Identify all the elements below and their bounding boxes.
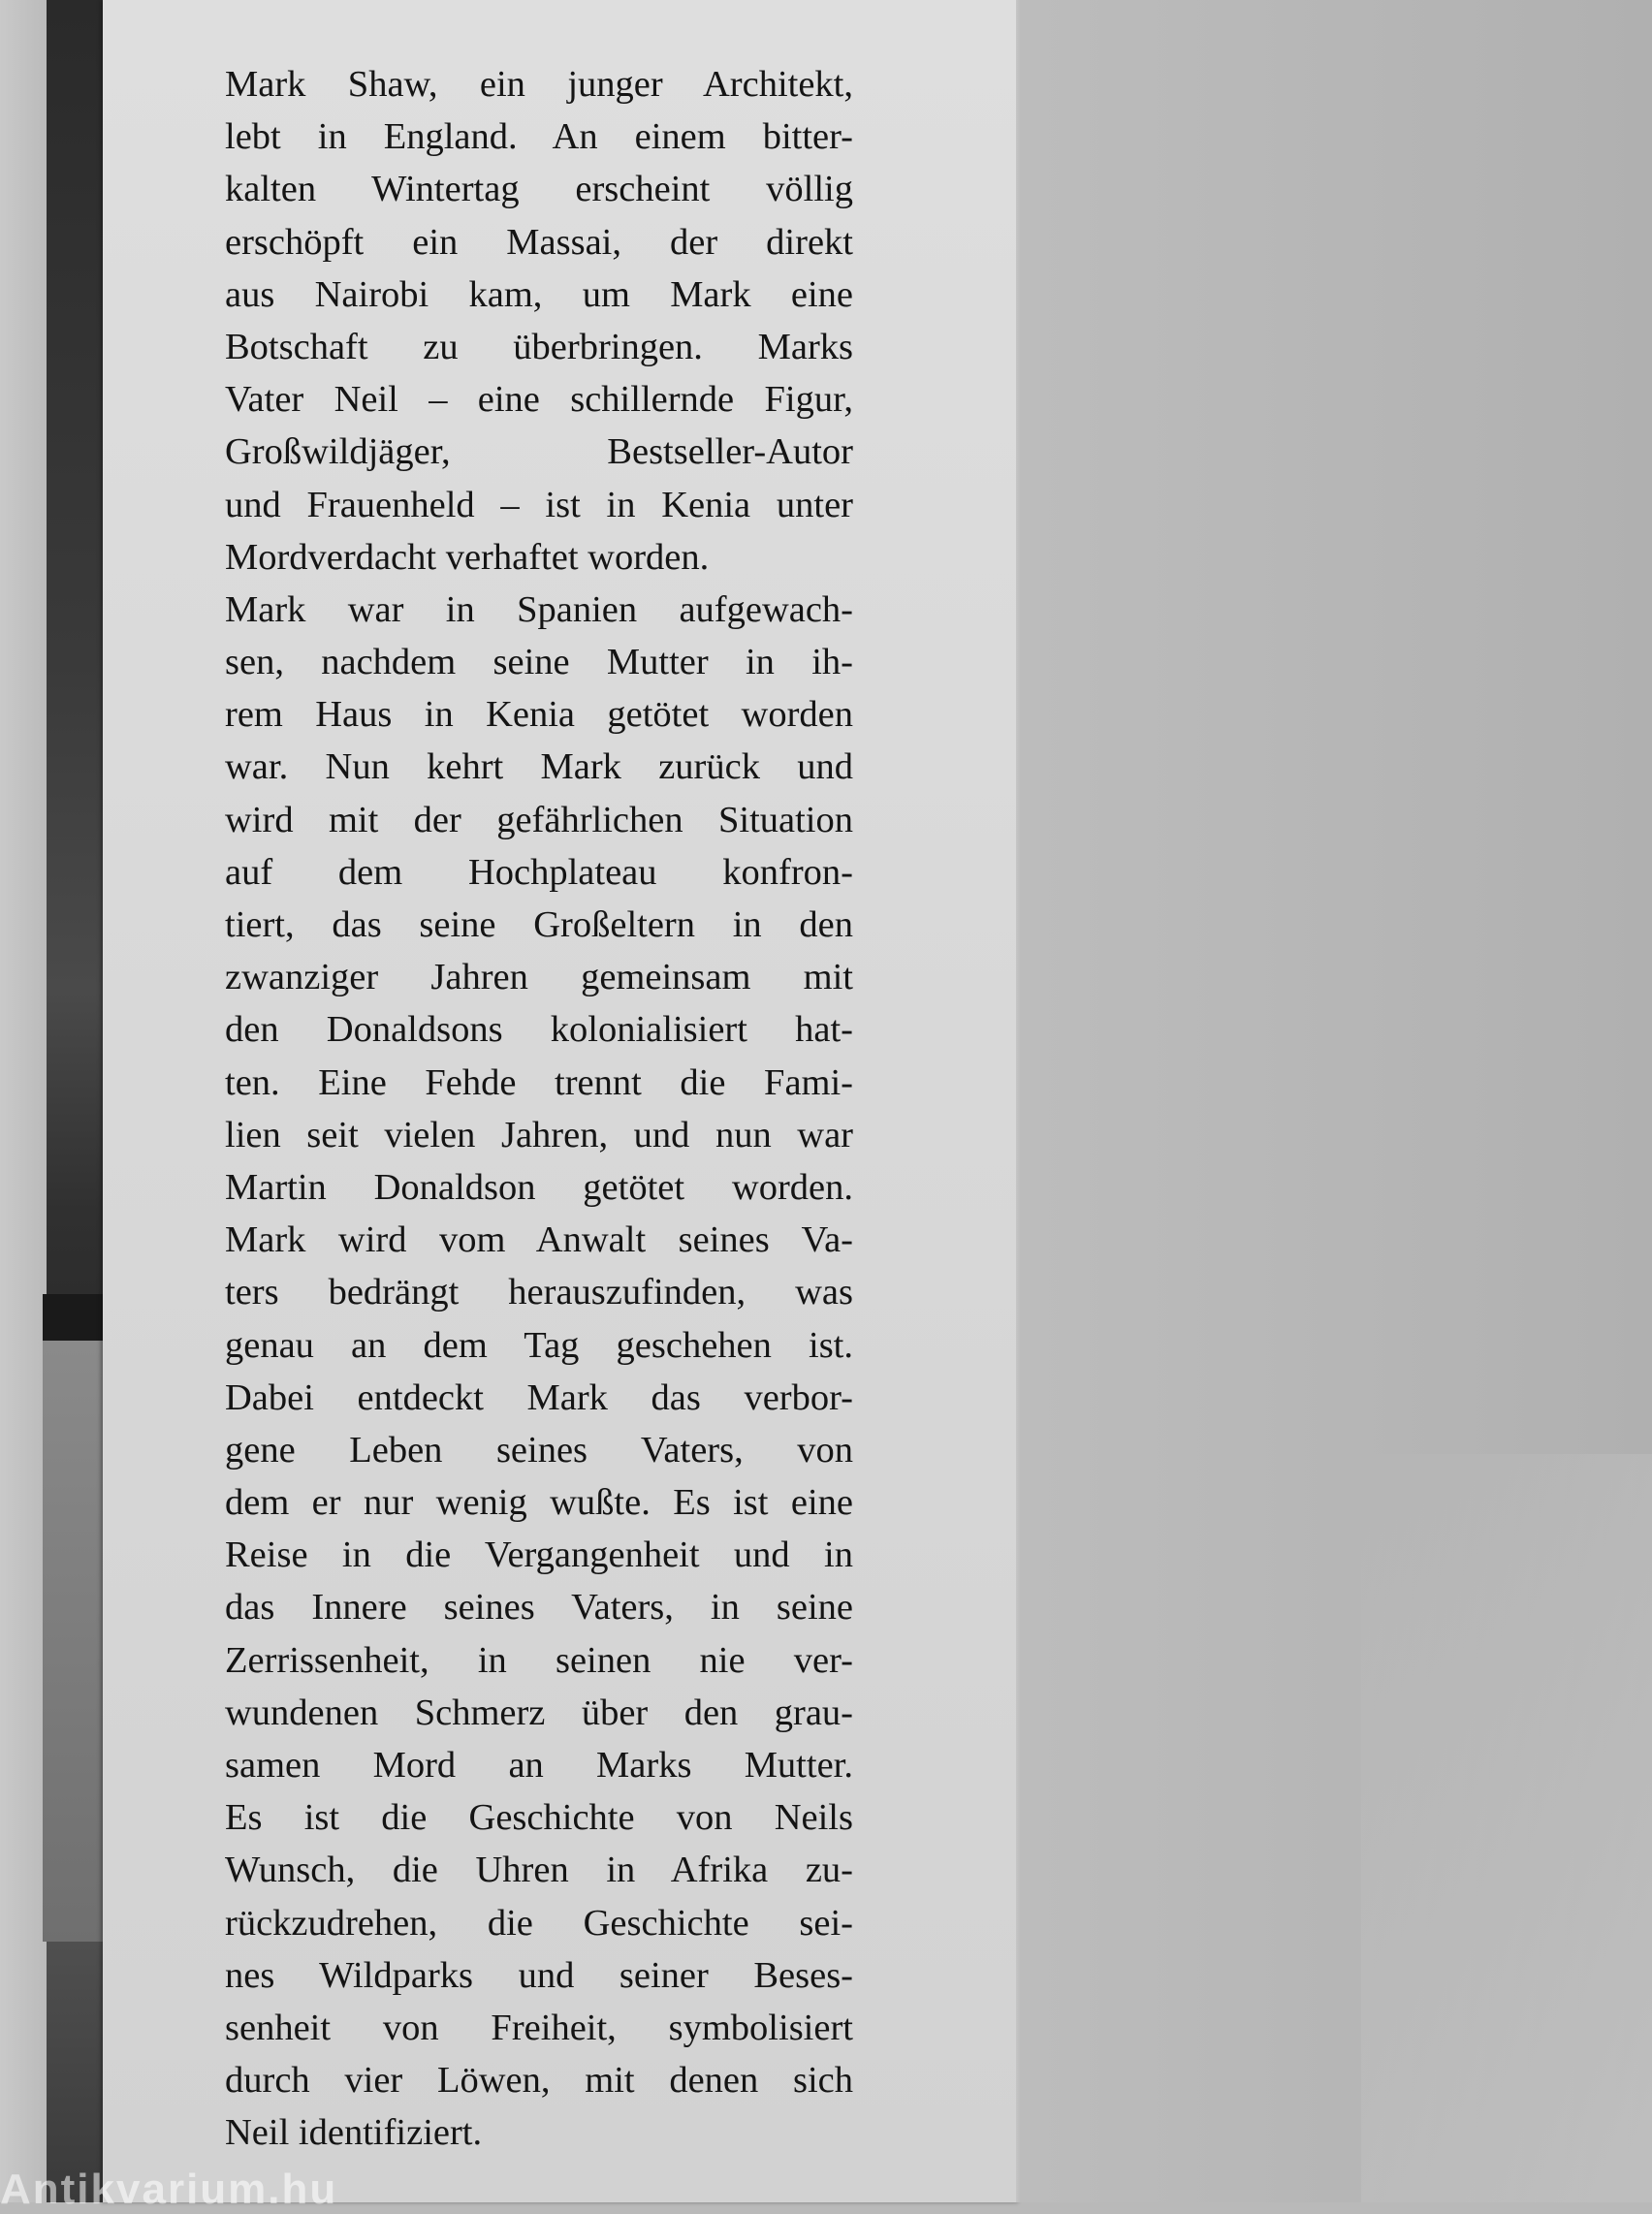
blurb-line: den Donaldsons kolonialisiert hat- [225, 1009, 853, 1051]
blurb-line: wundenen Schmerz über den grau- [225, 1692, 853, 1733]
blurb-line: Reise in die Vergangenheit und in [225, 1534, 853, 1576]
blurb-line: genau an dem Tag geschehen ist. [225, 1324, 853, 1366]
blurb-line: durch vier Löwen, mit denen sich [225, 2060, 853, 2102]
blurb-line: samen Mord an Marks Mutter. [225, 1745, 853, 1786]
blurb-line: erschöpft ein Massai, der direkt [225, 221, 853, 263]
blurb-line: ters bedrängt herauszufinden, was [225, 1272, 853, 1313]
blurb-line: auf dem Hochplateau konfron- [225, 851, 853, 893]
blurb-line: lebt in England. An einem bitter- [225, 116, 853, 158]
blurb-line: ten. Eine Fehde trennt die Fami- [225, 1061, 853, 1103]
blurb-line: Neil identifiziert. [225, 2112, 483, 2154]
book-cover-lower [43, 1341, 103, 1942]
blurb-text [225, 58, 853, 2160]
blurb-line: zwanziger Jahren gemeinsam mit [225, 957, 853, 998]
blurb-line: Mark war in Spanien aufgewach- [225, 588, 853, 630]
blurb-line: lien seit vielen Jahren, und nun war [225, 1114, 853, 1155]
blurb-line: nes Wildparks und seiner Beses- [225, 1954, 853, 1996]
blurb-line: und Frauenheld – ist in Kenia unter [225, 484, 853, 525]
blurb-line: rem Haus in Kenia getötet worden [225, 694, 853, 736]
blurb-line: Wunsch, die Uhren in Afrika zu- [225, 1850, 853, 1891]
blurb-line: Mark Shaw, ein junger Architekt, [225, 64, 853, 105]
blurb-line: Dabei entdeckt Mark das verbor- [225, 1376, 853, 1418]
blurb-line: rückzudrehen, die Geschichte sei- [225, 1902, 853, 1944]
blurb-line: Botschaft zu überbringen. Marks [225, 326, 853, 367]
watermark: Antikvarium.hu [0, 2166, 338, 2213]
blurb-line: Mordverdacht verhaftet worden. [225, 536, 710, 578]
blurb-line: Mark wird vom Anwalt seines Va- [225, 1219, 853, 1261]
blank-endpaper [1020, 0, 1652, 2202]
blurb-line: kalten Wintertag erscheint völlig [225, 169, 853, 210]
book-cover-band [43, 1294, 103, 1341]
blurb-line: senheit von Freiheit, symbolisiert [225, 2007, 853, 2048]
blurb-line: Es ist die Geschichte von Neils [225, 1797, 853, 1839]
blurb-line: wird mit der gefährlichen Situation [225, 799, 853, 840]
blurb-line: Vater Neil – eine schillernde Figur, [225, 379, 853, 421]
blurb-line: Zerrissenheit, in seinen nie ver- [225, 1639, 853, 1681]
blurb-line: tiert, das seine Großeltern in den [225, 904, 853, 945]
blurb-line: dem er nur wenig wußte. Es ist eine [225, 1482, 853, 1524]
blurb-line: Großwildjäger, Bestseller-Autor [225, 431, 853, 473]
blurb-line: war. Nun kehrt Mark zurück und [225, 746, 853, 788]
blurb-line: sen, nachdem seine Mutter in ih- [225, 642, 853, 683]
blurb-line: aus Nairobi kam, um Mark eine [225, 273, 853, 315]
blurb-line: gene Leben seines Vaters, von [225, 1429, 853, 1471]
blurb-line: das Innere seines Vaters, in seine [225, 1587, 853, 1629]
blurb-line: Martin Donaldson getötet worden. [225, 1166, 853, 1208]
